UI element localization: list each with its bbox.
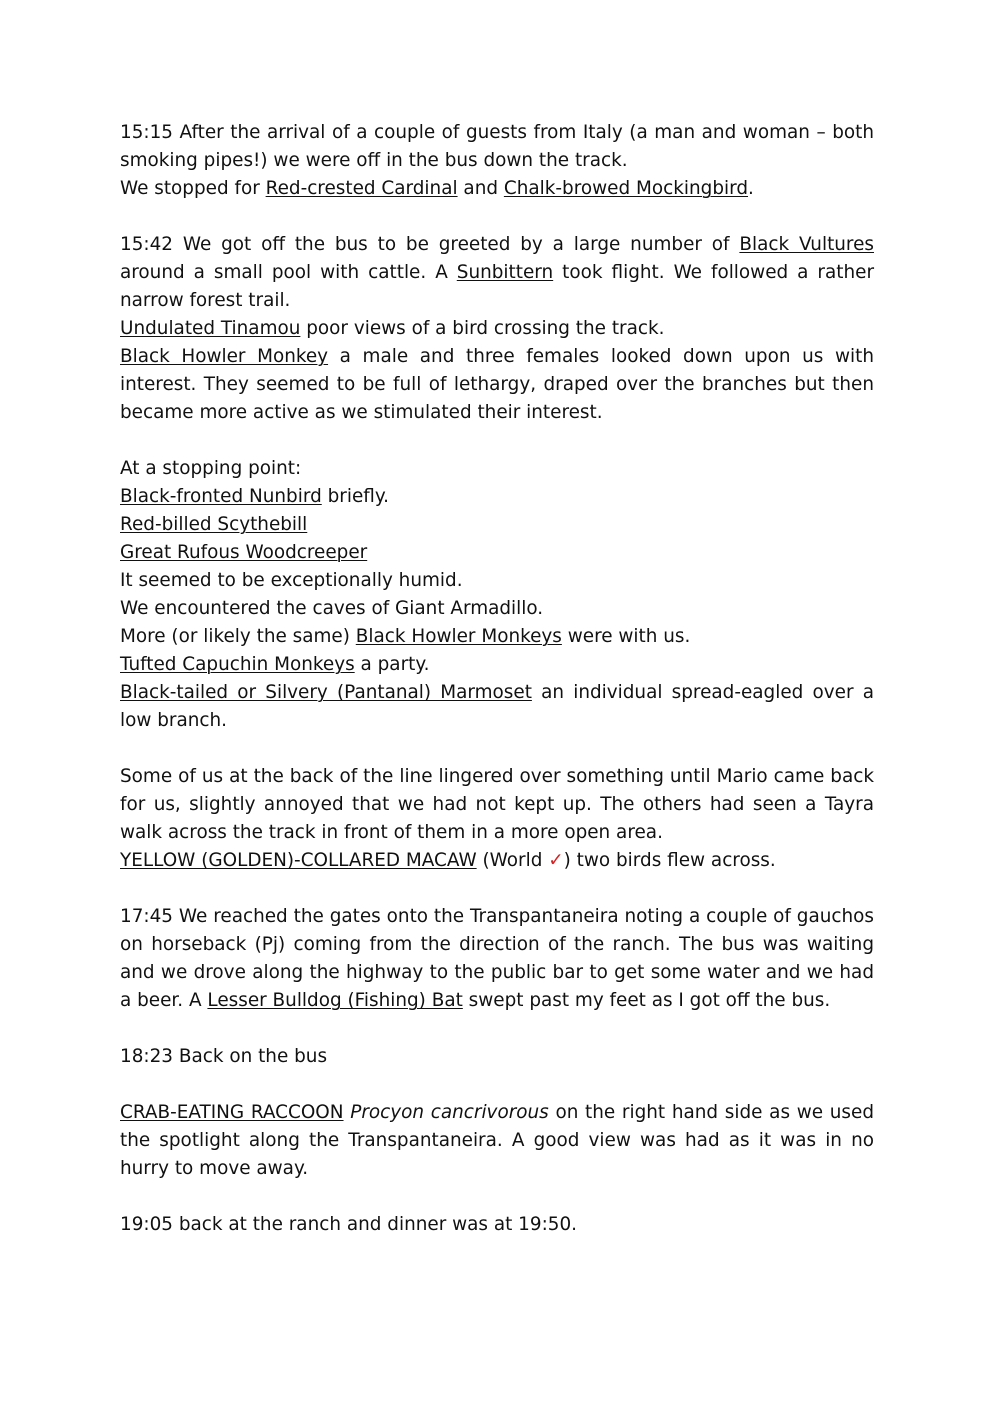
line-macaw: YELLOW (GOLDEN)-COLLARED MACAW (World ✓) two birds flew across. xyxy=(120,850,776,871)
line-armadillo: We encountered the caves of Giant Armadillo. xyxy=(120,598,544,619)
paragraph-tayra: Some of us at the back of the line lingered over something until Mario came back for us, slightly annoyed that we had not kept up. The others had seen a Tayra walk across the track in front of them in a more open area. xyxy=(120,766,874,843)
species-name: Sunbittern xyxy=(456,262,554,283)
line-capuchin: Tufted Capuchin Monkeys a party. xyxy=(120,654,430,675)
species-name: Black Howler Monkey xyxy=(120,346,329,367)
species-name: Red-billed Scythebill xyxy=(120,514,308,535)
line-dinner: 19:05 back at the ranch and dinner was at 19:50. xyxy=(120,1214,578,1235)
line-stopping-point: At a stopping point: xyxy=(120,458,302,479)
species-name: YELLOW (GOLDEN)-COLLARED MACAW xyxy=(120,850,477,871)
line-back-on-bus: 18:23 Back on the bus xyxy=(120,1046,328,1067)
spacer xyxy=(120,1071,874,1099)
spacer xyxy=(120,1183,874,1211)
line-howler-monkeys: More (or likely the same) Black Howler Monkeys were with us. xyxy=(120,626,691,647)
line-nunbird: Black-fronted Nunbird briefly. xyxy=(120,486,389,507)
spacer xyxy=(120,1015,874,1043)
line-marmoset: Black-tailed or Silvery (Pantanal) Marmoset an individual spread-eagled over a low branch. xyxy=(120,682,874,731)
paragraph-arrival: 15:15 After the arrival of a couple of guests from Italy (a man and woman – both smoking pipes!) we were off in the bus down the track. xyxy=(120,122,874,171)
paragraph-gates: 17:45 We reached the gates onto the Transpantaneira noting a couple of gauchos on horseback (Pj) coming from the direction of the ranch. The bus was waiting and we drove along the highway to the public bar to get some water and we had a beer. A Lesser Bulldog (Fishing) Bat swept past my feet as I got off the bus. xyxy=(120,906,874,1011)
checkmark-icon: ✓ xyxy=(548,850,564,871)
paragraph-howler: Black Howler Monkey a male and three females looked down upon us with interest. They seemed to be full of lethargy, draped over the branches but then became more active as we stimulated their interest. xyxy=(120,346,874,423)
species-name: Black Howler Monkeys xyxy=(355,626,562,647)
paragraph-forest-trail: 15:42 We got off the bus to be greeted by a large number of Black Vultures around a small pool with cattle. A Sunbittern took flight. We followed a rather narrow forest trail. xyxy=(120,234,875,311)
spacer xyxy=(120,427,874,455)
species-name: Red-crested Cardinal xyxy=(265,178,458,199)
line-tinamou: Undulated Tinamou poor views of a bird crossing the track. xyxy=(120,318,665,339)
species-name: Black-fronted Nunbird xyxy=(120,486,322,507)
line-humid: It seemed to be exceptionally humid. xyxy=(120,570,463,591)
species-name: Great Rufous Woodcreeper xyxy=(120,542,368,563)
species-name: Lesser Bulldog (Fishing) Bat xyxy=(207,990,463,1011)
species-name: Undulated Tinamou xyxy=(120,318,301,339)
paragraph-raccoon: CRAB-EATING RACCOON Procyon cancrivorous on the right hand side as we used the spotlight along the Transpantaneira. A good view was had as it was in no hurry to move away. xyxy=(120,1102,875,1179)
spacer xyxy=(120,735,874,763)
line-woodcreeper xyxy=(120,539,874,567)
species-name: Chalk-browed Mockingbird xyxy=(503,178,749,199)
spacer xyxy=(120,875,874,903)
paragraph-cardinal: We stopped for Red-crested Cardinal and Chalk-browed Mockingbird. xyxy=(120,178,754,199)
species-name: Black-tailed or Silvery (Pantanal) Marmoset xyxy=(120,682,532,703)
spacer xyxy=(120,203,874,231)
document-page xyxy=(120,119,874,1239)
scientific-name: Procyon cancrivorous xyxy=(350,1102,549,1123)
species-name: Black Vultures xyxy=(739,234,874,255)
species-name: CRAB-EATING RACCOON xyxy=(120,1102,344,1123)
line-scythebill xyxy=(120,511,874,539)
species-name: Tufted Capuchin Monkeys xyxy=(120,654,355,675)
